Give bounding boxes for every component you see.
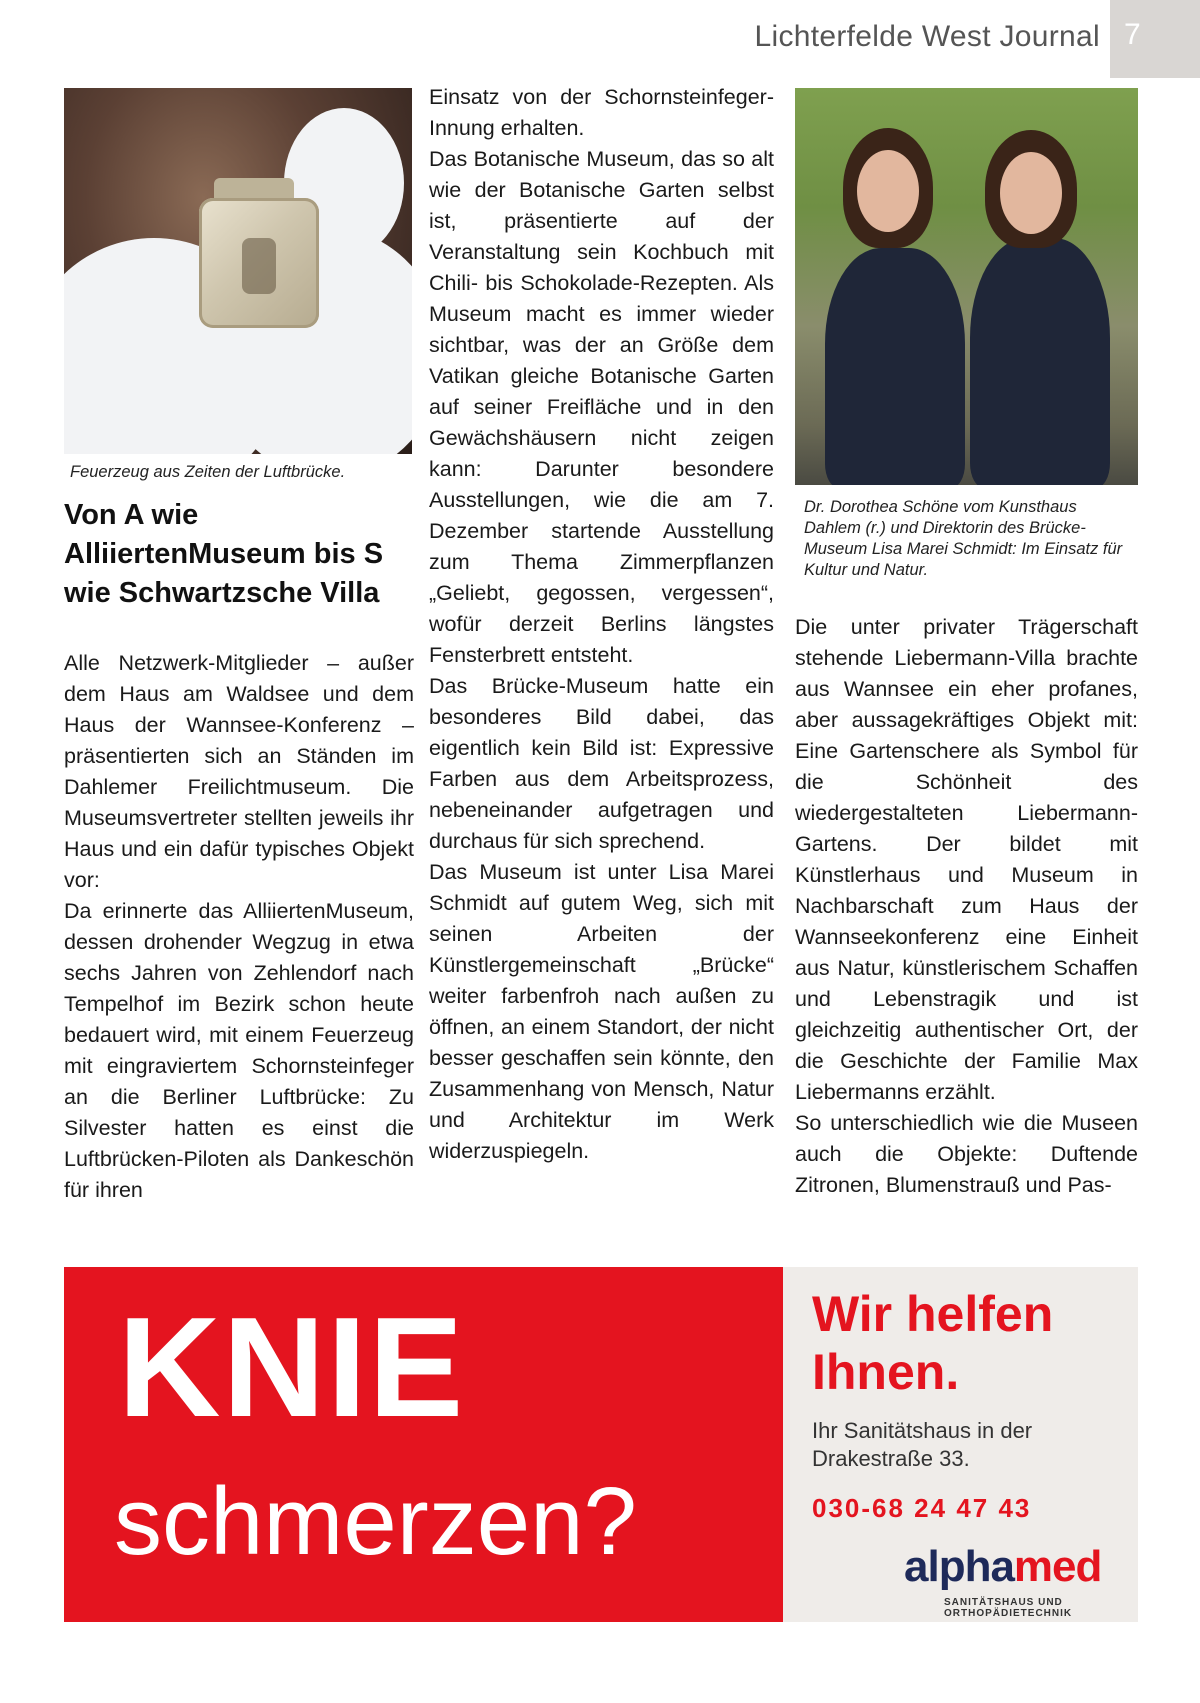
lighter-photo xyxy=(64,88,412,454)
ad-knie-text: KNIE xyxy=(118,1288,466,1447)
page-number: 7 xyxy=(1110,0,1200,78)
article-column-2: Einsatz von der Schornsteinfeger-Innung erhalten. Das Botanische Museum, das so alt wie der Botanische Garten selbst ist, präsentierte auf der Veranstaltung sein Kochbuch mit Chili- bis Schokolade-Rezepten. Als Museum macht es immer wieder sichtbar, was der an Größe dem Vatikan gleiche Botanische Garten auf seiner Freifläche und in den Gewächshäusern nicht zeigen kann: Darunter besondere Ausstellungen, wie die am 7. Dezember startende Ausstellung zum Thema Zimmerpflanzen „Geliebt, gegossen, vergessen“, wofür derzeit Berlins längstes Fensterbrett entsteht. Das Brücke-Museum hatte ein besonderes Bild dabei, das eigentlich kein Bild ist: Expressive Farben aus dem Arbeitsprozess, nebeneinander aufgetragen und durchaus für sich sprechend. Das Museum ist unter Lisa Marei Schmidt auf gutem Weg, sich mit seinen Arbeiten der Künstlergemeinschaft „Brücke“ weiter farbenfroh nach außen zu öffnen, an einem Standort, der nicht besser geschaffen sein könnte, den Zusammenhang von Mensch, Natur und Architektur im Werk widerzuspiegeln. xyxy=(429,85,774,1163)
women-caption: Dr. Dorothea Schöne vom Kunsthaus Dahlem (r.) und Direktorin des Brücke-Museum Lisa Marei Schmidt: Im Einsatz für Kultur und Natur. xyxy=(804,498,1123,579)
journal-title: Lichterfelde West Journal xyxy=(754,20,1100,53)
ad-headline: Wir helfen Ihnen. xyxy=(812,1286,1054,1400)
logo-med: med xyxy=(1013,1542,1102,1591)
face-left-shape xyxy=(857,150,919,232)
ad-red-panel xyxy=(64,1267,783,1622)
lighter-caption: Feuerzeug aus Zeiten der Luftbrücke. xyxy=(70,463,346,481)
ad-phone-number[interactable]: 030-68 24 47 43 xyxy=(812,1493,1032,1523)
ad-schmerzen-text: schmerzen? xyxy=(114,1468,637,1575)
ad-address: Ihr Sanitätshaus in der Drakestraße 33. xyxy=(812,1418,1033,1471)
article-column-3: Die unter privater Trägerschaft stehende Liebermann-Villa brachte aus Wannsee ein eher profanes, aber aussagekräftiges Objekt mit: Eine Gartenschere als Symbol für die Schönheit des wiedergestalteten Liebermann-Gartens. Der bildet mit Künstlerhaus und Museum in Nachbarschaft zum Haus der Wannseekonferenz eine Einheit aus Natur, künstlerischem Schaffen und Lebenstragik und ist gleichzeitig authentischer Ort, der die Geschichte der Familie Max Liebermanns erzählt. So unterschiedlich wie die Museen auch die Objekte: Duftende Zitronen, Blumenstrauß und Pas- xyxy=(795,615,1138,1197)
women-photo xyxy=(795,88,1138,485)
logo-tagline: SANITÄTSHAUS UND ORTHOPÄDIETECHNIK xyxy=(944,1597,1073,1619)
person-left-shape xyxy=(825,248,965,485)
person-right-shape xyxy=(970,238,1110,485)
face-right-shape xyxy=(1000,152,1062,234)
alphamed-logo xyxy=(904,1542,1101,1592)
alphamed-advertisement[interactable] xyxy=(64,1267,1138,1622)
article-headline: Von A wie AlliiertenMuseum bis S wie Schwartzsche Villa xyxy=(64,499,384,609)
chimney-sweep-engraving-shape xyxy=(242,238,276,294)
logo-alpha: alpha xyxy=(904,1542,1014,1591)
article-column-1: Alle Netzwerk-Mitglieder – außer dem Haus am Waldsee und dem Haus der Wannsee-Konferenz – präsentierten sich an Ständen im Dahlemer Freilichtmuseum. Die Museumsvertreter stellten jeweils ihr Haus und ein dafür typisches Objekt vor: Da erinnerte das AlliiertenMuseum, dessen drohender Wegzug in etwa sechs Jahren von Zehlendorf nach Tempelhof im Bezirk schon heute bedauert wird, mit einem Feuerzeug mit eingraviertem Schornsteinfeger an die Berliner Luftbrücke: Zu Silvester hatten es einst die Luftbrücken-Piloten als Dankeschön für ihren xyxy=(64,651,414,1202)
